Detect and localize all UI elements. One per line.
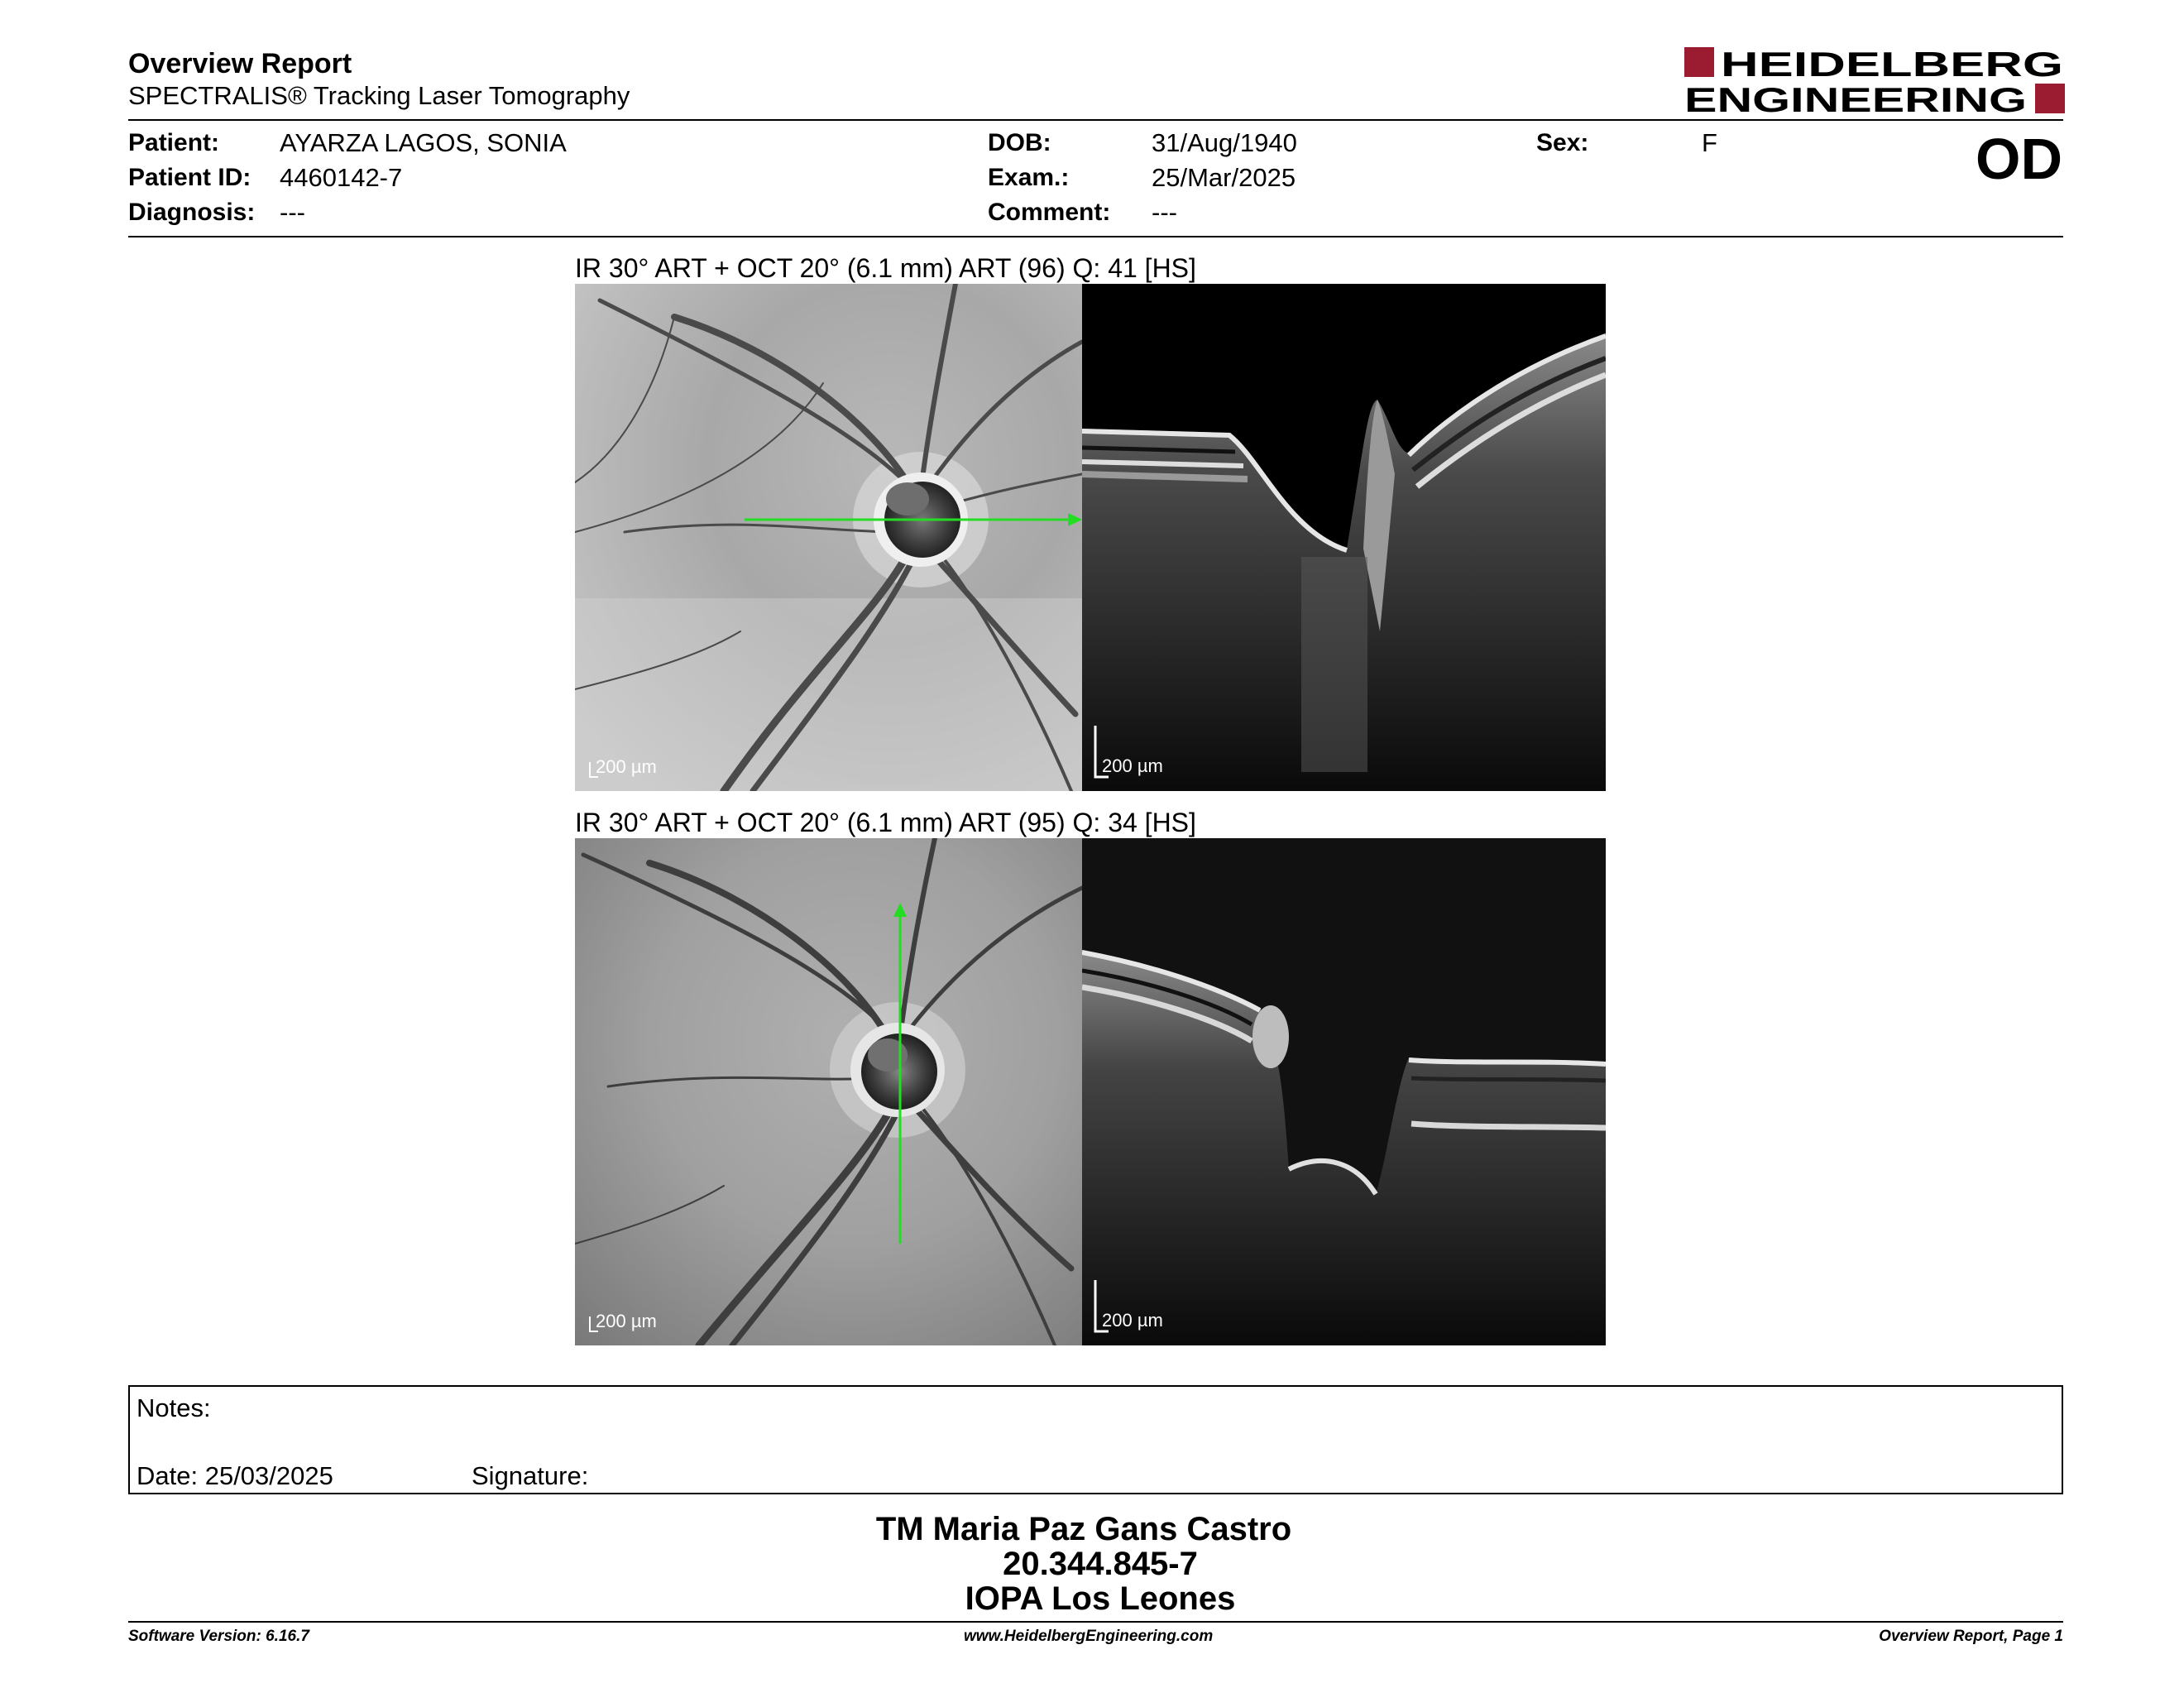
scan-1-ir-scale-label: 200 µm (596, 756, 657, 777)
logo-line1: HEIDELBERG (1721, 46, 2063, 84)
scan-2-oct-bscan-image (1082, 838, 1606, 1345)
page-label: Overview Report, Page 1 (1879, 1628, 2063, 1645)
patient-label: Patient: (128, 129, 220, 156)
patient-id: 4460142-7 (280, 163, 403, 192)
scan-1-oct-scale-label: 200 µm (1102, 755, 1163, 776)
notes-label: Notes: (136, 1393, 211, 1422)
signature-label: Signature: (472, 1461, 589, 1490)
sex-label: Sex: (1536, 129, 1589, 156)
eye-indicator: OD (1976, 127, 2062, 191)
scan-2-caption: IR 30° ART + OCT 20° (6.1 mm) ART (95) Q: 34 [HS] (575, 808, 1196, 837)
stamp-name: TM Maria Paz Gans Castro (875, 1511, 1292, 1547)
report-title: Overview Report (128, 48, 352, 79)
stamp-id: 20.344.845-7 (1003, 1546, 1198, 1582)
header-divider (128, 119, 2063, 121)
diagnosis-label: Diagnosis: (128, 199, 256, 226)
scan-2-oct-scale-label: 200 µm (1102, 1310, 1163, 1331)
notes-box (128, 1385, 2063, 1494)
stamp-institution: IOPA Los Leones (965, 1580, 1236, 1617)
patient-divider (128, 236, 2063, 237)
sex-value: F (1702, 128, 1717, 157)
dob-label: DOB: (988, 129, 1051, 156)
exam-value: 25/Mar/2025 (1152, 163, 1296, 192)
patient-name: AYARZA LAGOS, SONIA (280, 128, 567, 157)
software-version: Software Version: 6.16.7 (128, 1628, 309, 1645)
diagnosis-value: --- (280, 198, 305, 227)
scan-1-caption: IR 30° ART + OCT 20° (6.1 mm) ART (96) Q: 41 [HS] (575, 253, 1196, 283)
website-link[interactable]: www.HeidelbergEngineering.com (964, 1628, 1214, 1645)
dob-value: 31/Aug/1940 (1152, 128, 1297, 157)
heidelberg-logo (1684, 46, 2065, 115)
notes-date: Date: 25/03/2025 (136, 1461, 333, 1490)
scan-2-ir-scale-label: 200 µm (596, 1311, 657, 1331)
patient-id-label: Patient ID: (128, 164, 251, 191)
footer-divider (128, 1621, 2063, 1623)
comment-label: Comment: (988, 199, 1111, 226)
report-subtitle: SPECTRALIS® Tracking Laser Tomography (128, 81, 630, 110)
comment-value: --- (1152, 198, 1177, 227)
logo-line2: ENGINEERING (1684, 80, 2027, 115)
scan-1-oct-bscan-image (1082, 284, 1606, 791)
exam-label: Exam.: (988, 164, 1070, 191)
scan-2-ir-fundus-image (575, 838, 1082, 1345)
scan-1-ir-fundus-image (575, 284, 1082, 791)
